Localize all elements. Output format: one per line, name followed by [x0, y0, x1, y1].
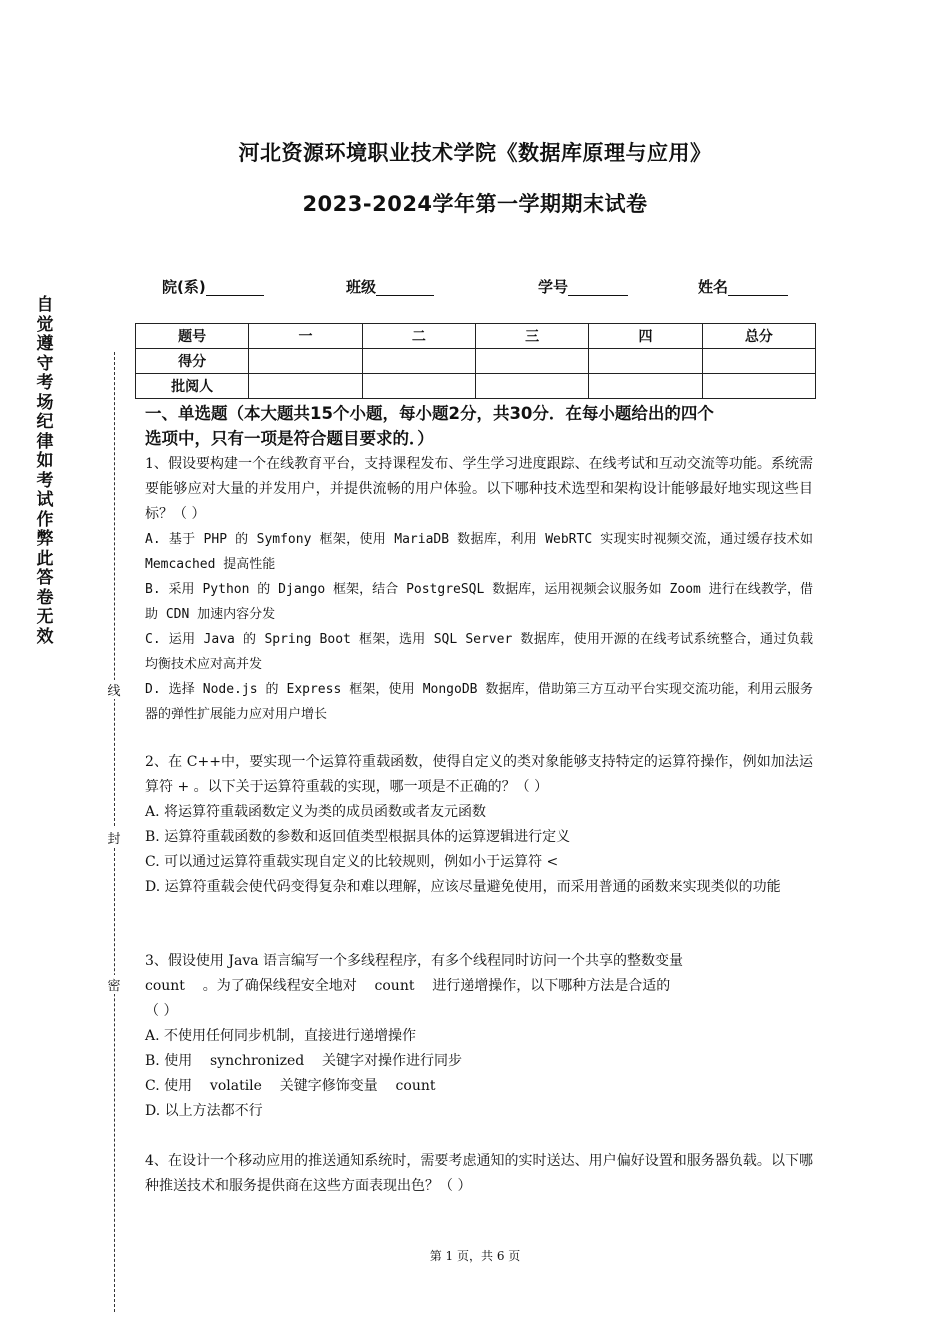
dept-label: 院(系) — [162, 278, 206, 296]
name-field — [698, 276, 788, 297]
question-option[interactable]: B. 使用 synchronized 关键字对操作进行同步 — [145, 1053, 462, 1069]
score-cell: 三 — [475, 324, 588, 349]
score-table — [135, 323, 816, 399]
class-label: 班级 — [346, 278, 377, 296]
page-number: 第 1 页，共 6 页 — [429, 1249, 521, 1263]
question-option[interactable]: D. 选择 Node.js 的 Express 框架，使用 MongoDB 数据库，借助第三方互动平台实现交流功能，利用云服务器的弹性扩展能力应对用户增长 — [145, 682, 813, 722]
question-stem-line: （ ） — [145, 1003, 178, 1019]
exam-discipline-notice: 自觉遵守考场纪律如考试作弊此答卷无效 — [36, 295, 54, 647]
question-1 — [145, 452, 813, 727]
question-stem-line: count 。为了确保线程安全地对 count 进行递增操作，以下哪种方法是合适的 — [145, 978, 671, 994]
score-cell[interactable] — [475, 349, 588, 374]
exam-subtitle: 2023-2024学年第一学期期末试卷 — [302, 192, 648, 216]
score-cell[interactable] — [702, 374, 815, 399]
question-option[interactable]: D. 以上方法都不行 — [145, 1103, 263, 1119]
score-cell: 批阅人 — [136, 374, 249, 399]
question-stem: 4、在设计一个移动应用的推送通知系统时，需要考虑通知的实时送达、用户偏好设置和服务器负载。以下哪种推送技术和服务提供商在这些方面表现出色？（ ） — [145, 1153, 813, 1194]
question-option[interactable]: A. 将运算符重载函数定义为类的成员函数或者友元函数 — [145, 804, 487, 820]
name-label: 姓名 — [698, 278, 729, 296]
question-option[interactable]: B. 采用 Python 的 Django 框架，结合 PostgreSQL 数据库，运用视频会议服务如 Zoom 进行在线教学，借助 CDN 加速内容分发 — [145, 582, 813, 622]
score-cell[interactable] — [249, 374, 362, 399]
student-id-label: 学号 — [538, 278, 569, 296]
question-option[interactable]: C. 运用 Java 的 Spring Boot 框架，选用 SQL Server 数据库，使用开源的在线考试系统整合，通过负载均衡技术应对高并发 — [145, 632, 813, 672]
class-field — [346, 276, 434, 297]
binding-seal-label: 封 — [105, 828, 123, 847]
dept-blank[interactable] — [206, 279, 264, 296]
question-stem: 1、假设要构建一个在线教育平台，支持课程发布、学生学习进度跟踪、在线考试和互动交流等功能。系统需要能够应对大量的并发用户，并提供流畅的用户体验。以下哪种技术选型和架构设计能够最好地实现这些目标？（ ） — [145, 456, 813, 522]
question-stem: 2、在 C++中，要实现一个运算符重载函数，使得自定义的类对象能够支持特定的运算符操作，例如加法运算符 + 。以下关于运算符重载的实现，哪一项是不正确的？（ ） — [145, 754, 813, 795]
score-cell: 题号 — [136, 324, 249, 349]
score-cell: 得分 — [136, 349, 249, 374]
score-table-row — [136, 324, 816, 349]
score-cell: 总分 — [702, 324, 815, 349]
student-id-field — [538, 276, 628, 297]
score-cell: 一 — [249, 324, 362, 349]
section-heading-line: 选项中，只有一项是符合题目要求的．） — [145, 429, 434, 448]
student-id-blank[interactable] — [568, 279, 628, 296]
score-cell[interactable] — [589, 374, 702, 399]
score-cell: 二 — [362, 324, 475, 349]
binding-secret-label: 密 — [105, 975, 123, 994]
score-cell[interactable] — [362, 374, 475, 399]
section-heading-line: 一、单选题（本大题共15个小题，每小题2分，共30分．在每小题给出的四个 — [145, 404, 714, 423]
name-blank[interactable] — [728, 279, 788, 296]
question-option[interactable]: B. 运算符重载函数的参数和返回值类型根据具体的运算逻辑进行定义 — [145, 829, 571, 845]
question-option[interactable]: A. 基于 PHP 的 Symfony 框架，使用 MariaDB 数据库，利用 WebRTC 实现实时视频交流，通过缓存技术如 Memcached 提高性能 — [145, 532, 813, 572]
question-4 — [145, 1149, 813, 1199]
score-cell[interactable] — [249, 349, 362, 374]
score-cell: 四 — [589, 324, 702, 349]
score-cell[interactable] — [362, 349, 475, 374]
question-option[interactable]: D. 运算符重载会使代码变得复杂和难以理解，应该尽量避免使用，而采用普通的函数来实现类似的功能 — [145, 879, 781, 895]
question-2 — [145, 750, 813, 900]
question-option[interactable]: C. 可以通过运算符重载实现自定义的比较规则，例如小于运算符 < — [145, 854, 559, 870]
score-cell[interactable] — [475, 374, 588, 399]
exam-title: 河北资源环境职业技术学院《数据库原理与应用》 — [238, 141, 712, 165]
question-stem-line: 3、假设使用 Java 语言编写一个多线程程序，有多个线程同时访问一个共享的整数变量 — [145, 953, 684, 969]
question-option[interactable]: A. 不使用任何同步机制，直接进行递增操作 — [145, 1028, 417, 1044]
score-cell[interactable] — [589, 349, 702, 374]
score-table-row — [136, 374, 816, 399]
question-option[interactable]: C. 使用 volatile 关键字修饰变量 count — [145, 1078, 436, 1094]
score-cell[interactable] — [702, 349, 815, 374]
class-blank[interactable] — [376, 279, 434, 296]
section-heading — [145, 401, 825, 451]
dept-field — [162, 276, 264, 297]
score-table-row — [136, 349, 816, 374]
binding-line-label: 线 — [105, 680, 123, 699]
question-3 — [145, 949, 813, 1124]
